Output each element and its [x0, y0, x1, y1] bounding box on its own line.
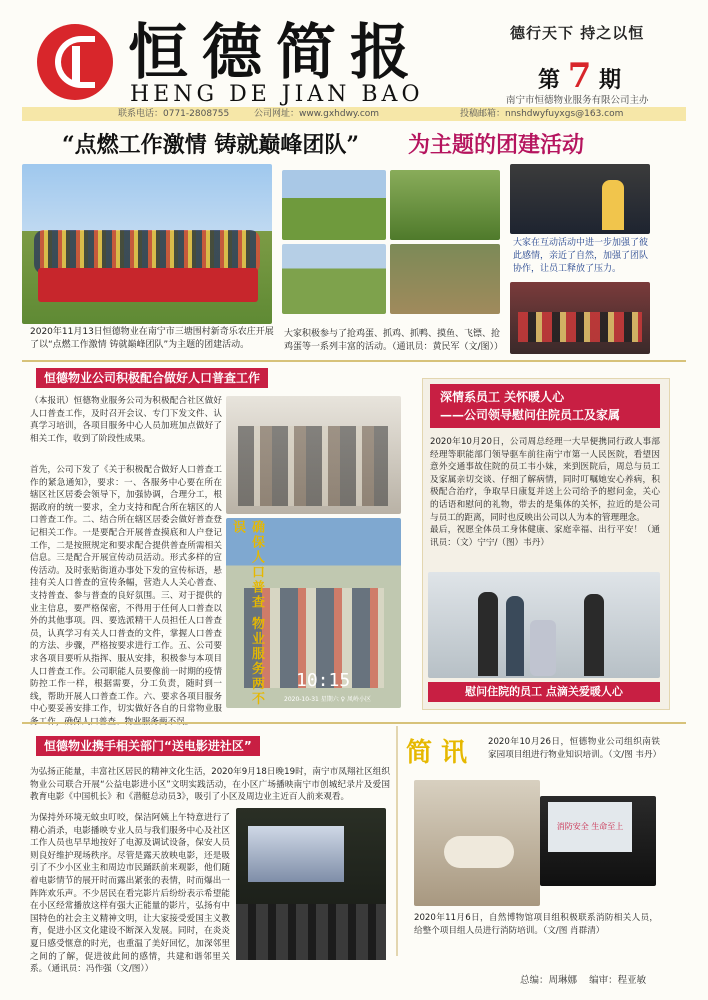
census-title: 恒德物业公司积极配合做好人口普查工作 [36, 368, 268, 388]
logo-bar [72, 46, 80, 86]
movie-para-2: 为保持外环境无蚊虫叮咬，保洁阿姨上午特意进行了精心消杀，电影播映专业人员与我们服务中心及社区工作人员也早早地按好了电源及调试设备，保安人员则良好维护现场秩序。尽管是露天放映电影，还是吸引了不少小区业主和周边市民踊跃前来观影，他们随着电影情节的展开时而露出紧张的表情，时而爆出一阵阵欢乐声。不少居民在看完影片后纷纷表示希望能在小区经常播放这样有强大正能量的影片，弘扬有中国特色的社会主义精神文明，让大家接受爱国主义教育，促进小区文化建设不断深入发展。同时，在炎炎夏日感受惬意的时光，也重温了美好回忆，加深邻里之间的了解，促进彼此间的感情，共建和谐邻里关系。（通讯员：冯作强（文/图）） [30, 813, 230, 975]
meeting-table [444, 836, 514, 868]
game-photo-4 [390, 244, 500, 314]
patient-wheelchair [530, 620, 556, 676]
headline-main: “点燃工作激情 铸就巅峰团队” [62, 132, 359, 158]
motto: 德行天下 持之以恒 [510, 24, 645, 42]
census-people-1 [238, 426, 388, 506]
caring-subtitle: ——公司领导慰问住院员工及家属 [440, 408, 621, 422]
census-photo-1 [226, 396, 401, 514]
hospital-photo [428, 572, 660, 678]
brief-divider [396, 726, 398, 956]
caring-banner: 慰问住院的员工 点滴关爱暖人心 [428, 682, 660, 702]
issue-suffix: 期 [599, 67, 622, 93]
company-logo [37, 24, 113, 100]
game-photo-2 [390, 170, 500, 240]
visitor-3 [584, 594, 604, 676]
team-caption-middle: 大家积极参与了抢鸡蛋、抓鸡、抓鸭、摸鱼、飞镖、抢鸡蛋等一系列丰富的活动。（通讯员：黄民军（文/图）） [284, 329, 504, 352]
brief-item-2: 2020年11月6日，自然博物馆项目组积极联系消防相关人员，给整个项目组人员进行消防培训。（文/图 肖群清） [414, 913, 658, 936]
team-caption-right: 大家在互动活动中进一步加强了彼此感情，亲近了自然，加强了团队协作，让员工释放了压力。 [513, 238, 649, 274]
contact-website[interactable]: 公司网址：www.gxhdwy.com [254, 109, 380, 119]
section-divider-2 [22, 722, 686, 724]
visitor-1 [478, 592, 498, 676]
contact-phone: 联系电话：0771-2808755 [118, 109, 230, 119]
census-para-2: 首先，公司下发了《关于积极配合做好人口普查工作的紧急通知》，要求：一、各服务中心要在所在辖区社区居委会领导下，加强协调，合理分工，根据政府的统一要求，全力支持和配合所在辖区的人口普查工作。二、结合所在辖区居委会做好普查登记相关工作。一是要配合开展普查摸底和人户登记工作，二是按照规定和要求配合提供普查所需相关信息。三是配合开展宣传动员活动。形式多样的宣传活动。及时张贴街道办事处下发的宣传标语，悬挂有关人口普查的宣传条幅，营造人人关心普查、支持普查、参与普查的良好氛围。三、对于提供的业主信息，要严格保密，不得用于任何人口普查以外的其他事项。四、要选派精干人员担任人口普查员，认真学习有关人口普查的文件，掌握人口普查的方法、步骤，严格按要求进行工作。五、公司要求各项目要听从指挥、服从安排，积极参与本项目人口普查工作。公司职能人员要像前一时期的疫情防控工作一样，根据需要，分工负责，随时到一线，帮助开展人口普查工作。六、要求各项目服务中心要妥善安排工作，切实做好各自的日常物业服 [30, 465, 222, 715]
census-para-1: （本报讯）恒德物业服务公司为积极配合社区做好人口普查工作，及时召开会议、专门下发文件、认真学习培训，各项目服务中心人员加班加点做好了相关工作，收到了阶段性成果。 [30, 396, 222, 444]
dinner-photo [510, 282, 650, 354]
brief-photo-1 [414, 780, 540, 906]
contact-email[interactable]: 投稿邮箱：nnshdwyfuyxgs@163.com [460, 109, 624, 119]
newspaper-title: 恒德简报 [128, 18, 424, 88]
movie-audience [236, 904, 386, 960]
game-photo-1 [282, 170, 386, 240]
caring-text: 2020年10月20日，公司周总经理一大早便携同行政人事部经理等职能部门领导驱车前往南宁市第一人民医院，看望因意外交通事故住院的员工韦小妹，来到医院后，周总与员工及家属亲切交谈、仔细了解病情，同时叮嘱她安心养病，积极配合治疗，争取早日康复并送上公司给予的慰问金，关心的话语和慰问的礼物，带去的是集体的关怀，拉近的是公司与员工的距离，同时也反映出公司以人为本的管理理念。 最后，祝愿全体员工身体健康、家庭幸福、出行平安！（通讯员：（文）宁宁/（图）韦丹） [430, 437, 660, 548]
movie-screen [248, 826, 344, 882]
team-group-photo [22, 164, 272, 324]
team-caption-left: 2020年11月13日恒德物业在南宁市三塘围村新奇乐农庄开展了以“点燃工作激情 铸就巅峰团队”为主题的团建活动。 [30, 327, 274, 350]
caring-title: 深情系员工 关怀暖人心 [440, 390, 565, 404]
training-screen: 消防安全 生命至上 [548, 802, 632, 852]
team-banner [38, 268, 258, 302]
chief-editor: 总编：周琳娜 [520, 975, 578, 986]
sponsor-line: 南宁市恒德物业服务有限公司主办 [506, 95, 649, 106]
headline [22, 126, 686, 162]
issue-prefix: 第 [538, 67, 561, 93]
brief-item-1: 2020年10月26日，恒德物业公司组织南铁家园项目组进行物业知识培训。（文/图 韦丹） [488, 737, 662, 760]
issue-number [538, 56, 621, 96]
newspaper-pinyin: HENG DE JIAN BAO [130, 82, 424, 107]
photo-timestamp-sub: 2020-10-31 星期六 ♀ 凤岭小区 [284, 696, 371, 703]
editors [520, 972, 646, 986]
census-vertical-slogan: 确保人口普查 物业服务两不误 [230, 520, 264, 707]
movie-para-1: 为弘扬正能量，丰富社区居民的精神文化生活，2020年9月18日晚19时，南宁市凤翔社区组织物业公司联合开展“公益电影进小区”文明实践活动，在小区广场播映南宁市创城纪录片及爱国教育电影《中国机长》和《潜艇总动员3》，吸引了小区及周边业主近百人前来观看。 [30, 767, 390, 803]
dinner-people [518, 312, 642, 342]
presenter-figure [602, 180, 624, 230]
section-divider [22, 360, 686, 362]
photo-timestamp: 10:15 [296, 670, 351, 691]
headline-accent: 为主题的团建活动 [408, 132, 585, 158]
interaction-photo [510, 164, 650, 234]
movie-photo [236, 808, 386, 960]
game-photo-3 [282, 244, 386, 314]
contact-bar [22, 107, 686, 121]
movie-title: 恒德物业携手相关部门“送电影进社区” [36, 736, 260, 756]
brief-photo-2 [540, 796, 656, 886]
visitor-2 [506, 596, 524, 676]
reviewing-editor: 编审：程亚敏 [589, 975, 647, 986]
brief-title: 简 讯 [406, 738, 468, 768]
caring-title-box [430, 384, 660, 428]
issue-value: 7 [567, 56, 592, 96]
